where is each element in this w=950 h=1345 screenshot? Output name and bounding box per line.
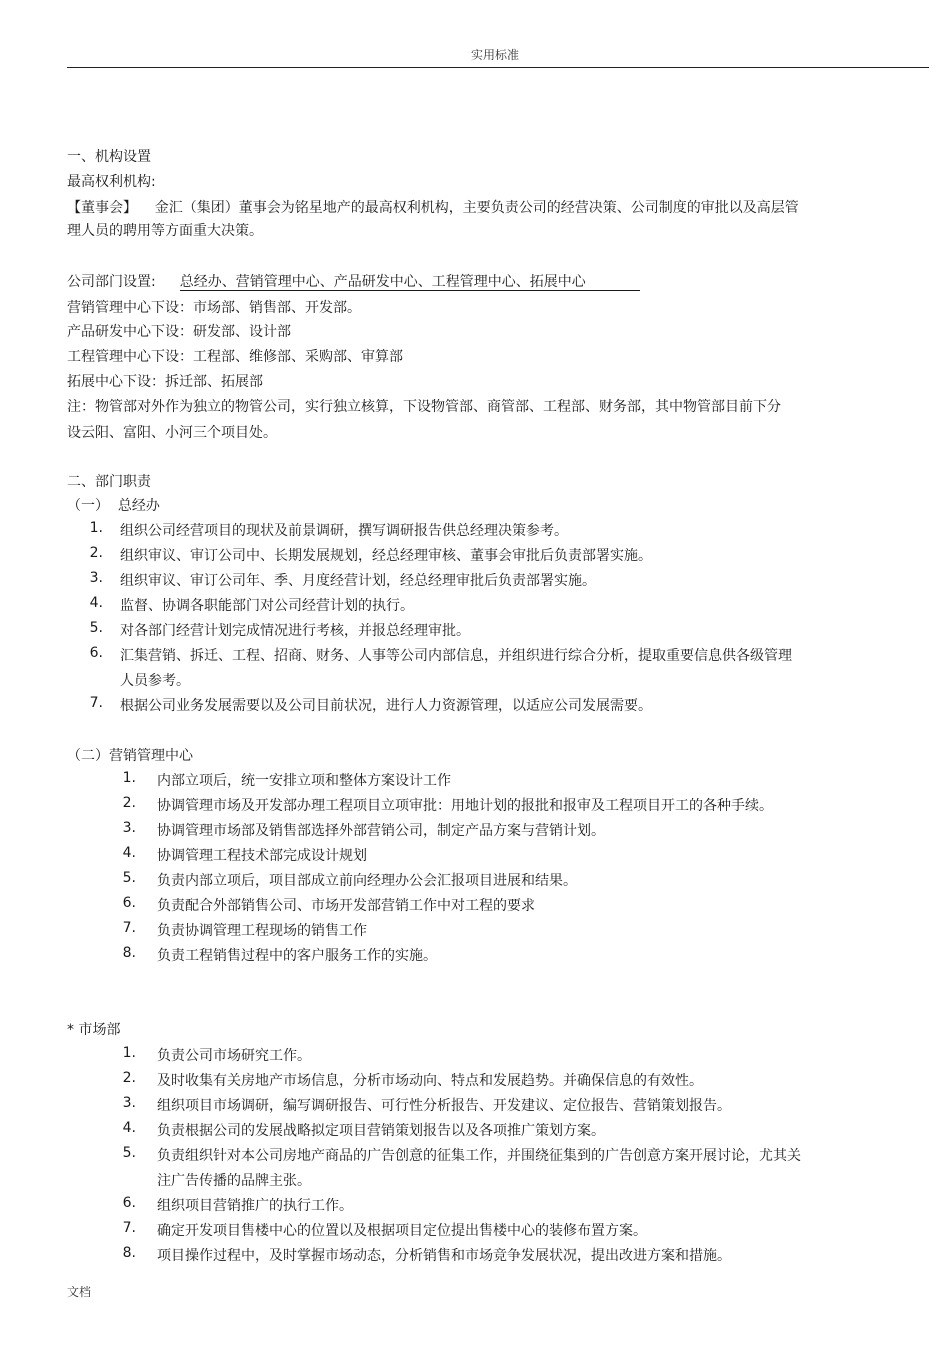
note-line-1: 注：物管部对外作为独立的物管公司，实行独立核算，下设物管部、商管部、工程部、财务部，其中物管部目前下分 <box>67 399 781 415</box>
list-item-number: 8. <box>122 1245 136 1261</box>
list-item-number: 1. <box>122 1045 136 1061</box>
list-item-text: 负责根据公司的发展战略拟定项目营销策划报告以及各项推广策划方案。 <box>157 1123 605 1139</box>
list-item-text: 及时收集有关房地产市场信息，分析市场动向、特点和发展趋势。并确保信息的有效性。 <box>157 1073 703 1089</box>
page-header: 实用标准 <box>470 48 519 62</box>
list-item-text: 协调管理工程技术部完成设计规划 <box>157 848 367 864</box>
list-item-number: 5. <box>89 620 103 636</box>
list-item-text: 负责配合外部销售公司、市场开发部营销工作中对工程的要求 <box>157 898 535 914</box>
list-item-number: 4. <box>122 845 136 861</box>
list-item-text: 协调管理市场及开发部办理工程项目立项审批：用地计划的报批和报审及工程项目开工的各种手续。 <box>157 798 773 814</box>
list-item-text: 注广告传播的品牌主张。 <box>157 1173 311 1189</box>
list-item-text: 项目操作过程中，及时掌握市场动态，分析销售和市场竞争发展状况，提出改进方案和措施。 <box>157 1248 731 1264</box>
board-line-2: 理人员的聘用等方面重大决策。 <box>67 223 263 239</box>
list-item-text: 对各部门经营计划完成情况进行考核，并报总经理审批。 <box>120 623 470 639</box>
list-item-number: 4. <box>89 595 103 611</box>
list-item-number: 3. <box>122 1095 136 1111</box>
list-item-number: 6. <box>89 645 103 661</box>
authority-label: 最高权利机构: <box>67 174 156 190</box>
sub-line-engineering: 工程管理中心下设：工程部、维修部、采购部、审算部 <box>67 349 403 365</box>
list-item-text: 负责工程销售过程中的客户服务工作的实施。 <box>157 948 437 964</box>
list-item-number: 5. <box>122 870 136 886</box>
sub-line-rnd: 产品研发中心下设：研发部、设计部 <box>67 324 291 340</box>
note-line-2: 设云阳、富阳、小河三个项目处。 <box>67 425 277 441</box>
list-item-text: 内部立项后，统一安排立项和整体方案设计工作 <box>157 773 451 789</box>
list-item-text: 组织审议、审订公司中、长期发展规划，经总经理审核、董事会审批后负责部署实施。 <box>120 548 652 564</box>
list-item-number: 1. <box>122 770 136 786</box>
dept-value: 总经办、营销管理中心、产品研发中心、工程管理中心、拓展中心 <box>180 274 640 291</box>
part1-heading: （一） 总经办 <box>67 498 160 514</box>
list-item-text: 监督、协调各职能部门对公司经营计划的执行。 <box>120 598 414 614</box>
page-footer: 文档 <box>67 1285 92 1299</box>
list-item-number: 3. <box>122 820 136 836</box>
sub-line-expansion: 拓展中心下设：拆迁部、拓展部 <box>67 374 263 390</box>
list-item-number: 8. <box>122 945 136 961</box>
list-item-text: 负责组织针对本公司房地产商品的广告创意的征集工作，并围绕征集到的广告创意方案开展讨论，尤其关 <box>157 1148 801 1164</box>
board-line-1: 【董事会】 金汇（集团）董事会为铭星地产的最高权利机构，主要负责公司的经营决策、公司制度的审批以及高层管 <box>67 200 799 216</box>
list-item-number: 5. <box>122 1145 136 1161</box>
list-item-text: 协调管理市场部及销售部选择外部营销公司，制定产品方案与营销计划。 <box>157 823 605 839</box>
list-item-number: 6. <box>122 1195 136 1211</box>
list-item-number: 4. <box>122 1120 136 1136</box>
list-item-text: 根据公司业务发展需要以及公司目前状况，进行人力资源管理，以适应公司发展需要。 <box>120 698 652 714</box>
list-item-text: 组织公司经营项目的现状及前景调研，撰写调研报告供总经理决策参考。 <box>120 523 568 539</box>
list-item-text: 组织项目营销推广的执行工作。 <box>157 1198 353 1214</box>
part2-heading: （二）营销管理中心 <box>67 748 193 764</box>
list-item-number: 2. <box>122 795 136 811</box>
sub-line-marketing: 营销管理中心下设：市场部、销售部、开发部。 <box>67 300 361 316</box>
list-item-text: 汇集营销、拆迁、工程、招商、财务、人事等公司内部信息，并组织进行综合分析，提取重要信息供各级管理 <box>120 648 792 664</box>
dept-label: 公司部门设置: <box>67 274 156 290</box>
section2-title: 二、部门职责 <box>67 474 151 490</box>
list-item-number: 7. <box>122 1220 136 1236</box>
dept-setting-line <box>67 271 640 291</box>
list-item-text: 确定开发项目售楼中心的位置以及根据项目定位提出售楼中心的装修布置方案。 <box>157 1223 647 1239</box>
list-item-number: 2. <box>122 1070 136 1086</box>
list-item-number: 3. <box>89 570 103 586</box>
list-item-text: 人员参考。 <box>120 673 190 689</box>
section1-title: 一、机构设置 <box>67 149 151 165</box>
list-item-number: 1. <box>89 520 103 536</box>
list-item-number: 2. <box>89 545 103 561</box>
list-item-text: 负责内部立项后，项目部成立前向经理办公会汇报项目进展和结果。 <box>157 873 577 889</box>
list-item-number: 7. <box>89 695 103 711</box>
list-item-text: 负责协调管理工程现场的销售工作 <box>157 923 367 939</box>
list-item-text: 负责公司市场研究工作。 <box>157 1048 311 1064</box>
header-rule <box>67 67 929 68</box>
list-item-text: 组织审议、审订公司年、季、月度经营计划，经总经理审批后负责部署实施。 <box>120 573 596 589</box>
list-item-text: 组织项目市场调研，编写调研报告、可行性分析报告、开发建议、定位报告、营销策划报告。 <box>157 1098 731 1114</box>
market-heading: * 市场部 <box>67 1022 121 1038</box>
list-item-number: 7. <box>122 920 136 936</box>
list-item-number: 6. <box>122 895 136 911</box>
